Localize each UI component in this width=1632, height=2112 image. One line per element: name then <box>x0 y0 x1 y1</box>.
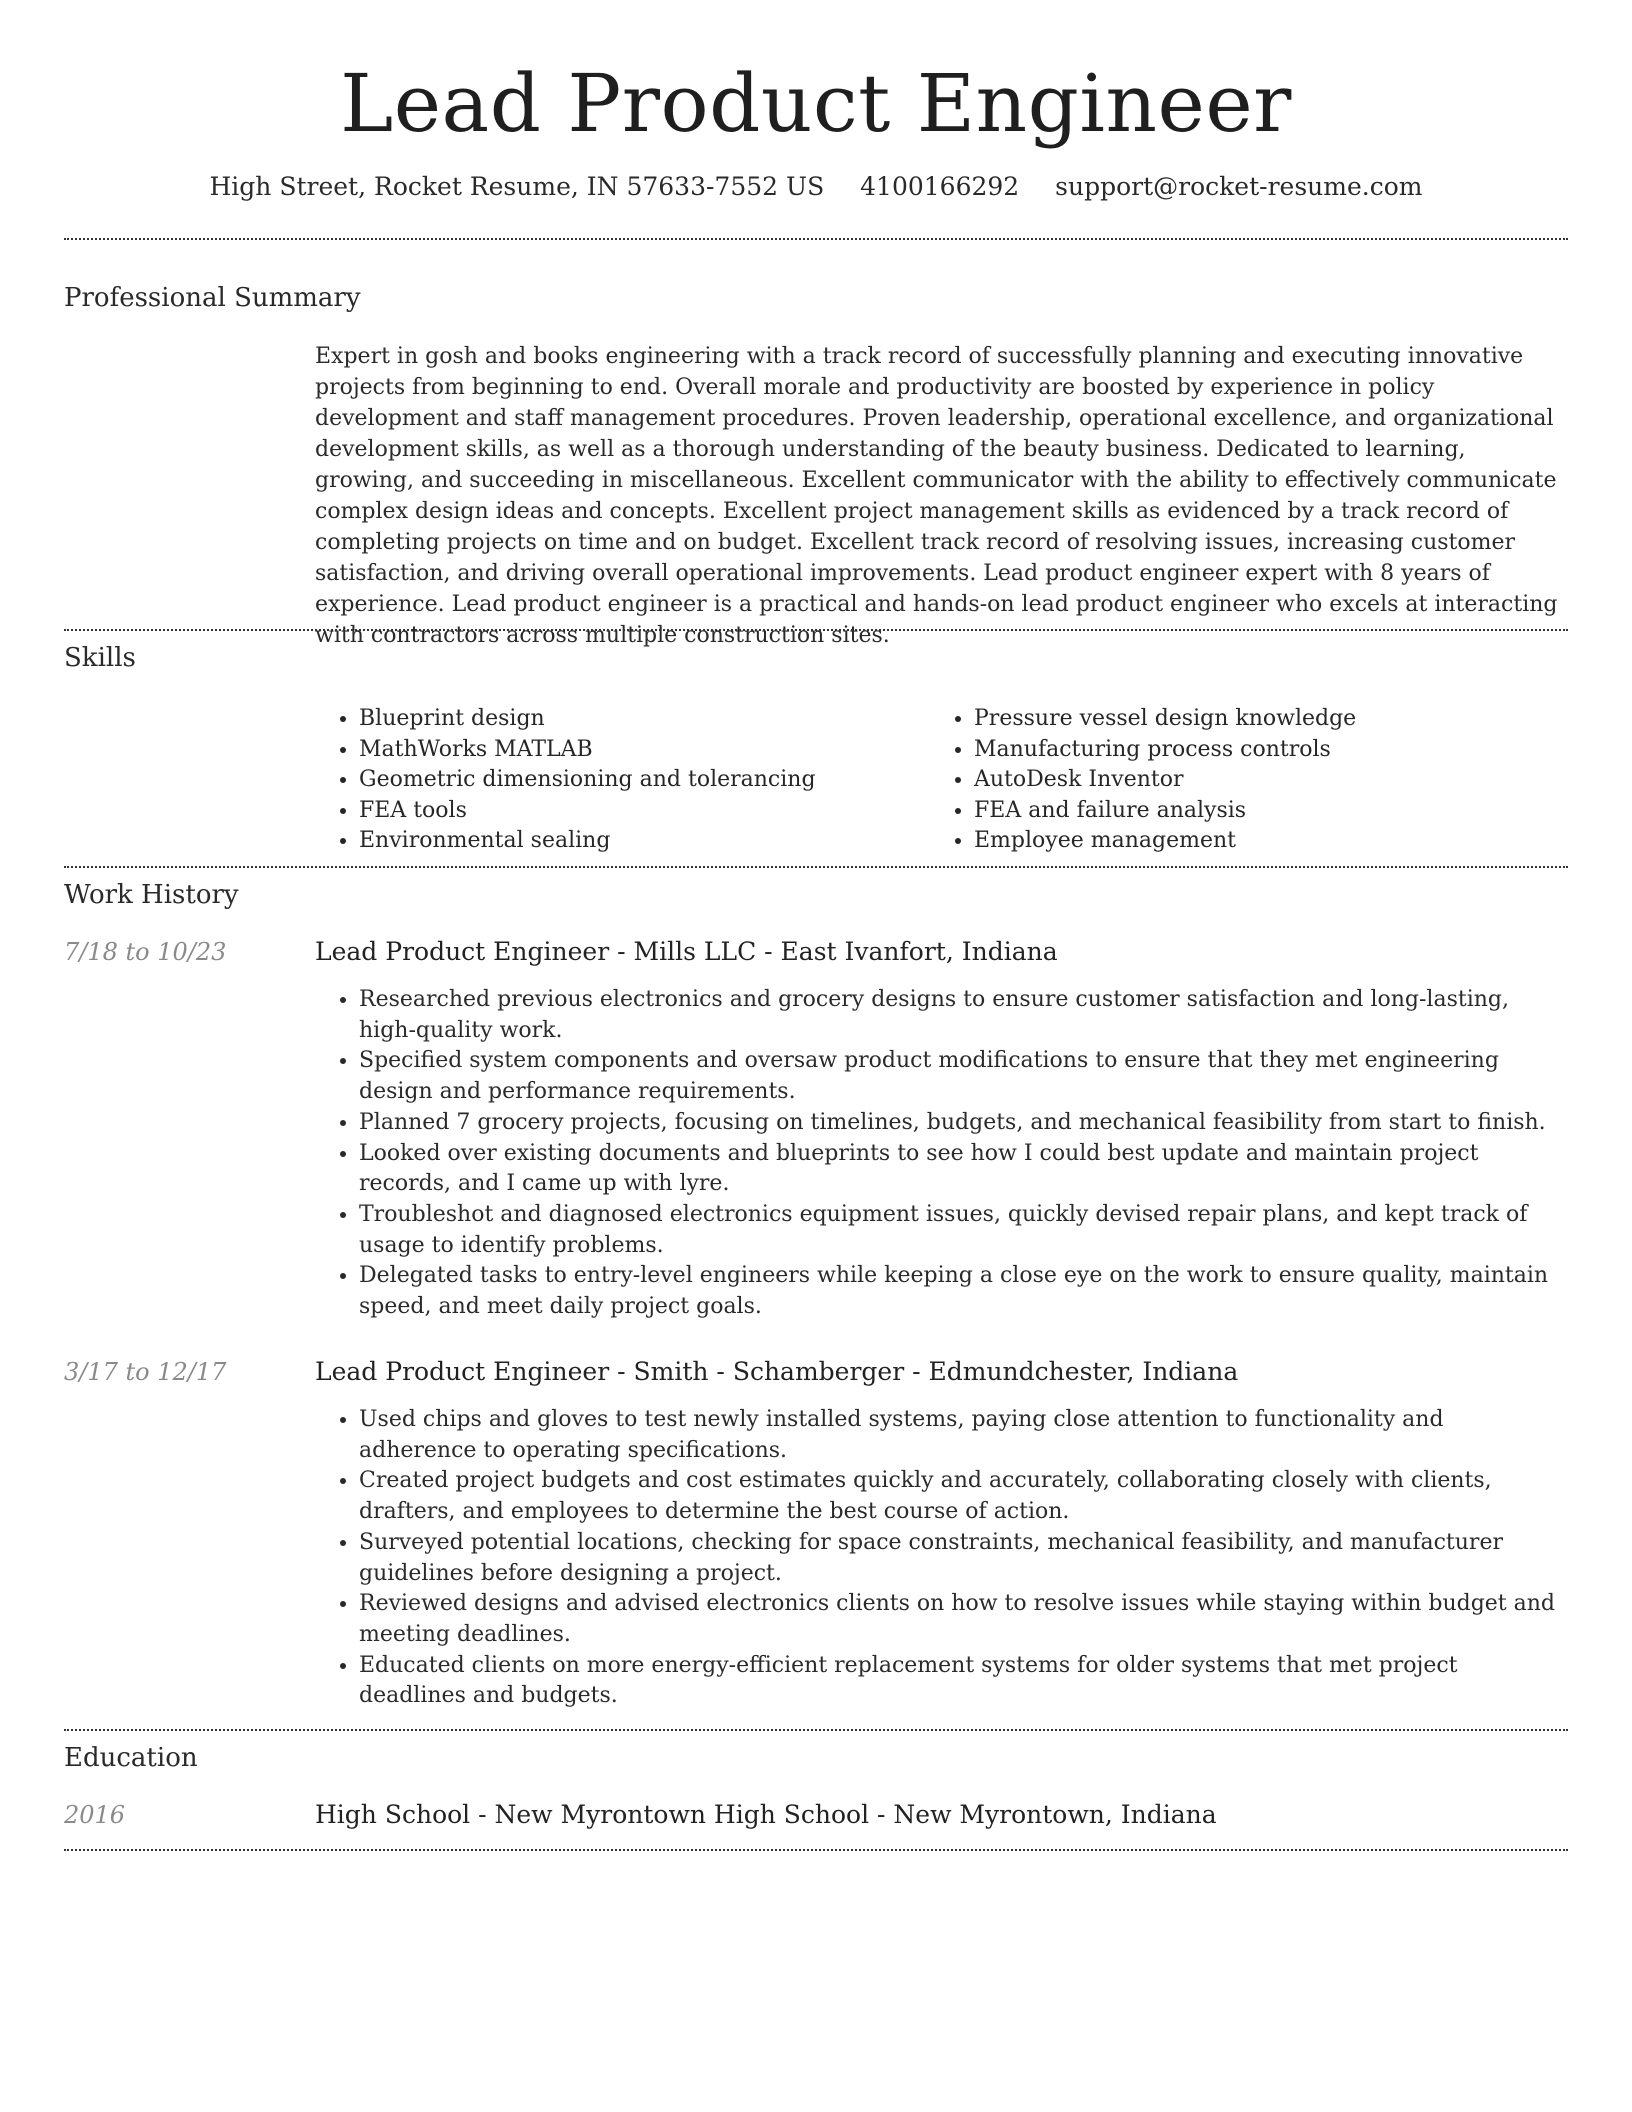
divider <box>64 629 1568 631</box>
summary-heading: Professional Summary <box>64 283 361 313</box>
job-heading: Lead Product Engineer - Mills LLC - East Ivanfort, Indiana <box>315 937 1058 966</box>
divider <box>64 866 1568 868</box>
skills-list <box>315 704 1565 857</box>
divider <box>64 1729 1568 1731</box>
job-bullet: • Planned 7 grocery projects, focusing on timelines, budgets, and mechanical feasibility from start to finish. <box>359 1108 1565 1139</box>
skill-item: • FEA and failure analysis <box>974 796 1545 827</box>
job-bullet: • Troubleshot and diagnosed electronics equipment issues, quickly devised repair plans, and kept track of usage to identify problems. <box>359 1200 1565 1261</box>
skill-item: • Manufacturing process controls <box>974 735 1545 766</box>
divider <box>64 1849 1568 1851</box>
contact-line <box>0 170 1632 204</box>
skill-item: • FEA tools <box>359 796 930 827</box>
work-heading: Work History <box>64 880 239 910</box>
job-bullet: • Specified system components and oversaw product modifications to ensure that they met engineering design and performance requirements. <box>359 1046 1565 1107</box>
job-bullet: • Created project budgets and cost estimates quickly and accurately, collaborating closely with clients, drafters, and employees to determine the best course of action. <box>359 1466 1565 1527</box>
skill-item: • Employee management <box>974 826 1545 857</box>
job-bullet: • Surveyed potential locations, checking for space constraints, mechanical feasibility, and manufacturer guidelines before designing a project. <box>359 1528 1565 1589</box>
skills-column-right <box>930 704 1545 857</box>
skill-item: • Pressure vessel design knowledge <box>974 704 1545 735</box>
skill-item: • Blueprint design <box>359 704 930 735</box>
job-bullet: • Used chips and gloves to test newly installed systems, paying close attention to functionality and adherence to operating specifications. <box>359 1405 1565 1466</box>
skill-item: • Geometric dimensioning and tolerancing <box>359 765 930 796</box>
job-bullet: • Researched previous electronics and grocery designs to ensure customer satisfaction and long-lasting, high-quality work. <box>359 985 1565 1046</box>
education-heading: Education <box>64 1743 198 1773</box>
resume-name: Lead Product Engineer <box>340 57 1292 150</box>
contact-email: support@rocket-resume.com <box>1055 172 1423 201</box>
job-bullets <box>315 1405 1565 1712</box>
job-dates: 3/17 to 12/17 <box>64 1358 227 1386</box>
job-bullet: • Educated clients on more energy-efficient replacement systems for older systems that met project deadlines and budgets. <box>359 1651 1565 1712</box>
contact-phone: 4100166292 <box>860 172 1020 201</box>
job-bullet: • Delegated tasks to entry-level engineers while keeping a close eye on the work to ensure quality, maintain speed, and meet daily project goals. <box>359 1261 1565 1322</box>
divider <box>64 238 1568 240</box>
skill-item: • AutoDesk Inventor <box>974 765 1545 796</box>
job-dates: 7/18 to 10/23 <box>64 938 227 966</box>
job-bullet: • Reviewed designs and advised electronics clients on how to resolve issues while staying within budget and meeting deadlines. <box>359 1589 1565 1650</box>
education-year: 2016 <box>64 1801 126 1829</box>
contact-address: High Street, Rocket Resume, IN 57633-7552 US <box>209 172 825 201</box>
skills-column-left <box>315 704 930 857</box>
summary-text: Expert in gosh and books engineering with a track record of successfully planning and executing innovative projects from beginning to end. Overall morale and productivity are boosted by experience in policy development and staff management procedures. Proven leadership, operational excellence, and organizational development skills, as well as a thorough understanding of the beauty business. Dedicated to learning, growing, and succeeding in miscellaneous. Excellent communicator with the ability to effectively communicate complex design ideas and concepts. Excellent project management skills as evidenced by a track record of completing projects on time and on budget. Excellent track record of resolving issues, increasing customer satisfaction, and driving overall operational improvements. Lead product engineer expert with 8 years of experience. Lead product engineer is a practical and hands-on lead product engineer who excels at interacting with contractors across multiple construction sites. <box>315 344 1558 648</box>
skill-item: • Environmental sealing <box>359 826 930 857</box>
skills-heading: Skills <box>64 643 136 673</box>
job-bullet: • Looked over existing documents and blueprints to see how I could best update and maintain project records, and I came up with lyre. <box>359 1139 1565 1200</box>
job-heading: Lead Product Engineer - Smith - Schamberger - Edmundchester, Indiana <box>315 1357 1239 1386</box>
education-heading-line: High School - New Myrontown High School - New Myrontown, Indiana <box>315 1800 1217 1829</box>
skill-item: • MathWorks MATLAB <box>359 735 930 766</box>
job-bullets <box>315 985 1565 1323</box>
